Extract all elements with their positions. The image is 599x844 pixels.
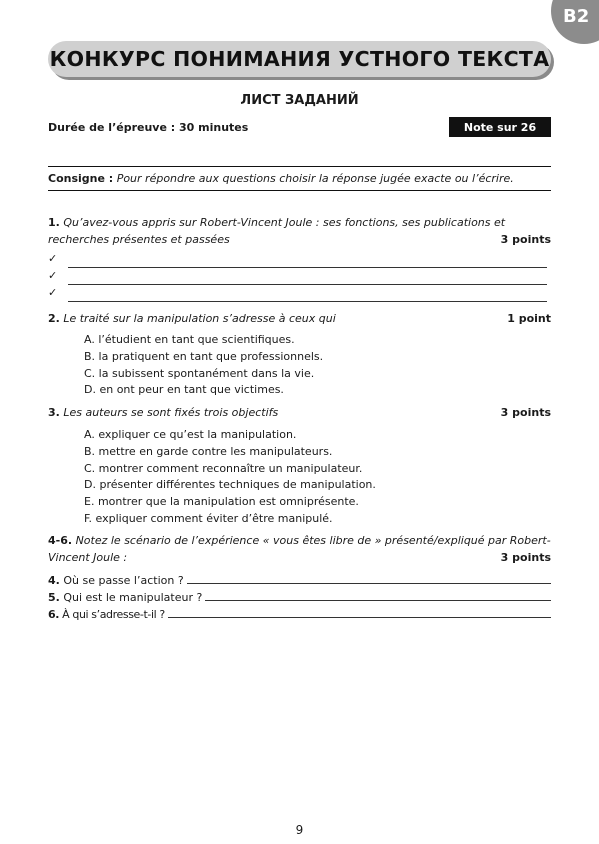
level-badge-label: B2: [563, 6, 590, 27]
check-icon: ✓: [48, 269, 58, 282]
question-4-6: [48, 532, 551, 549]
question-2-options: [84, 332, 323, 399]
option-d[interactable]: D. en ont peur en tant que victimes.: [84, 383, 284, 397]
option-f[interactable]: F. expliquer comment éviter d’être manipulé.: [84, 511, 333, 525]
answer-line[interactable]: [68, 284, 547, 285]
question-1-points: 3 points: [500, 233, 551, 246]
question-4-field[interactable]: [48, 571, 551, 587]
option-b[interactable]: B. mettre en garde contre les manipulateurs.: [84, 444, 333, 458]
question-number: 2.: [48, 312, 60, 325]
answer-line-1[interactable]: [48, 254, 551, 268]
option-b[interactable]: B. la pratiquent en tant que professionnels.: [84, 349, 324, 363]
check-icon: ✓: [48, 286, 58, 299]
page-number: 9: [295, 823, 304, 837]
answer-line[interactable]: [168, 617, 551, 618]
item-number: 6.: [48, 608, 60, 621]
question-3: [48, 404, 551, 421]
question-2-points: 1 point: [507, 312, 551, 325]
question-1: [48, 214, 551, 231]
answer-line[interactable]: [68, 301, 547, 302]
question-4-6-line2: [48, 549, 551, 566]
item-text: Où se passe l’action ?: [63, 574, 184, 587]
title-banner: [48, 41, 551, 77]
question-number: 4-6.: [48, 534, 73, 547]
answer-line[interactable]: [205, 600, 551, 601]
instructions-label: Consigne :: [48, 172, 114, 185]
option-c[interactable]: C. montrer comment reconnaître un manipulateur.: [84, 461, 363, 475]
answer-line-3[interactable]: [48, 288, 551, 302]
item-text: Qui est le manipulateur ?: [63, 591, 203, 604]
option-e[interactable]: E. montrer que la manipulation est omniprésente.: [84, 495, 359, 509]
question-5-field[interactable]: [48, 588, 551, 604]
question-text: Les auteurs se sont fixés trois objectifs: [63, 406, 279, 419]
page-title: КОНКУРС ПОНИМАНИЯ УСТНОГО ТЕКСТА: [49, 47, 550, 71]
question-text: Le traité sur la manipulation s’adresse à ceux qui: [63, 312, 336, 325]
question-text-line1: Qu’avez-vous appris sur Robert-Vincent Joule : ses fonctions, ses publications et: [63, 216, 506, 229]
option-a[interactable]: A. expliquer ce qu’est la manipulation.: [84, 428, 297, 441]
level-badge: [551, 0, 599, 44]
question-1-line2: [48, 231, 551, 248]
question-6-field[interactable]: [48, 605, 551, 621]
check-icon: ✓: [48, 252, 58, 265]
question-text-line2: Vincent Joule :: [48, 551, 128, 564]
question-3-options: [84, 427, 376, 528]
question-text-line2: recherches présentes et passées: [48, 233, 230, 246]
option-a[interactable]: A. l’étudient en tant que scientifiques.: [84, 333, 295, 346]
question-number: 1.: [48, 216, 60, 229]
answer-line[interactable]: [68, 267, 547, 268]
page-subtitle: ЛИСТ ЗАДАНИЙ: [240, 93, 359, 108]
divider-bottom: [48, 190, 551, 191]
option-d[interactable]: D. présenter différentes techniques de manipulation.: [84, 478, 376, 492]
question-2: [48, 310, 551, 327]
option-c[interactable]: C. la subissent spontanément dans la vie.: [84, 366, 315, 380]
score-label: Note sur 26: [463, 120, 537, 134]
instructions-text: Pour répondre aux questions choisir la réponse jugée exacte ou l’écrire.: [116, 172, 514, 185]
item-number: 5.: [48, 591, 60, 604]
instructions: [48, 172, 551, 185]
question-text-line1: Notez le scénario de l’expérience « vous êtes libre de » présenté/expliqué par Robert-: [75, 534, 551, 547]
divider-top: [48, 166, 551, 167]
exam-duration: Durée de l’épreuve : 30 minutes: [48, 121, 249, 134]
score-box: [449, 117, 551, 137]
item-number: 4.: [48, 574, 60, 587]
question-number: 3.: [48, 406, 60, 419]
item-text: À qui s’adresse-t-il ?: [62, 608, 165, 621]
answer-line-2[interactable]: [48, 271, 551, 285]
answer-line[interactable]: [187, 583, 551, 584]
question-3-points: 3 points: [500, 406, 551, 419]
question-4-6-points: 3 points: [500, 551, 551, 564]
